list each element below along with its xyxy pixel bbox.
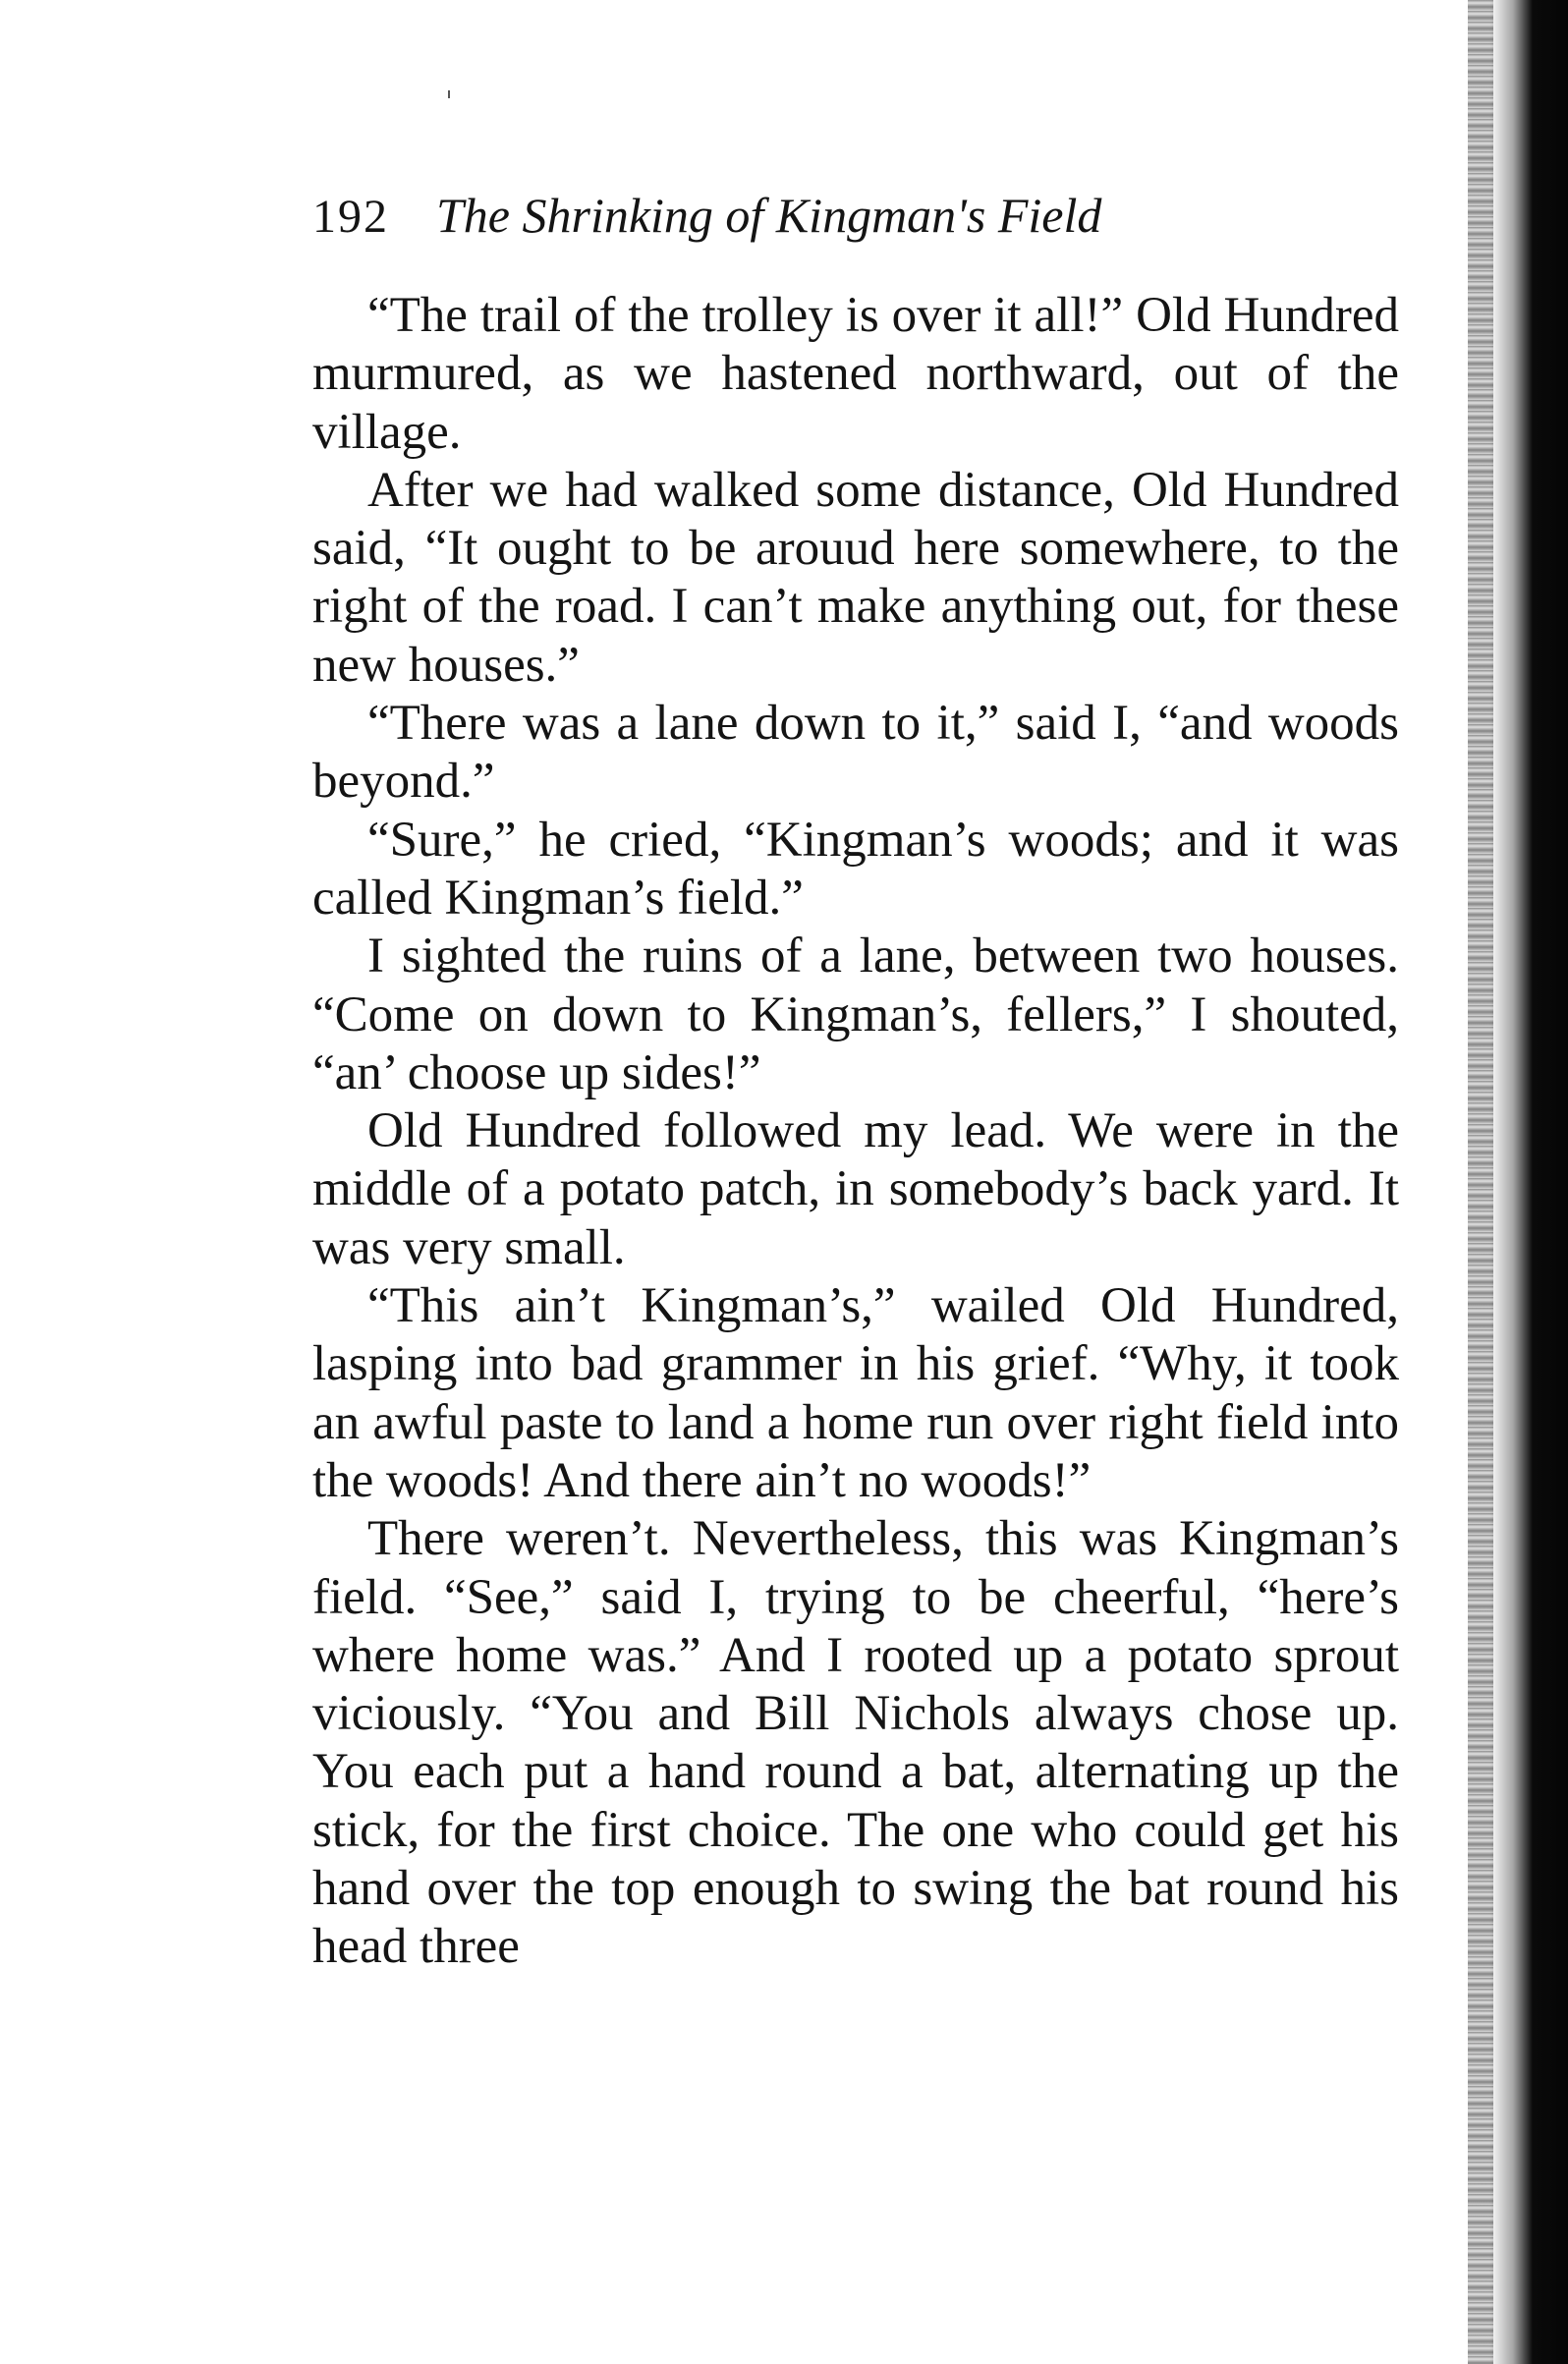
body-text [312, 287, 1399, 1977]
paragraph: I sighted the ruins of a lane, between two houses. “Come on down to Kingman’s, fellers,” I shouted, “an’ choose up sides!” [312, 929, 1399, 1100]
paragraph: “There was a lane down to it,” said I, “and woods beyond.” [312, 696, 1399, 810]
page-edge-shadow [1489, 0, 1568, 2364]
paragraph: Old Hundred followed my lead. We were in the middle of a potato patch, in somebody’s back yard. It was very small. [312, 1103, 1399, 1275]
paragraph: “The trail of the trolley is over it all!” Old Hundred murmured, as we hastened northward, out of the village. [312, 288, 1399, 460]
scan-speck [448, 90, 450, 98]
page-number: 192 [312, 191, 389, 243]
paragraph: After we had walked some distance, Old Hundred said, “It ought to be arouud here somewhere, to the right of the road. I can’t make anything out, for these new houses.” [312, 462, 1399, 693]
paragraph: There weren’t. Nevertheless, this was Kingman’s field. “See,” said I, trying to be cheerful, “here’s where home was.” And I rooted up a potato sprout viciously. “You and Bill Nichols always chose up. You each put a hand round a bat, alternating up the stick, for the first choice. The one who could get his hand over the top enough to swing the bat round his head three [312, 1511, 1399, 1975]
paragraph: “Sure,” he cried, “Kingman’s woods; and it was called Kingman’s field.” [312, 812, 1399, 926]
paragraph: “This ain’t Kingman’s,” wailed Old Hundred, lasping into bad grammer in his grief. “Why, it took an awful paste to land a home run over right field into the woods! And there ain’t no woods!” [312, 1278, 1399, 1508]
book-title: The Shrinking of Kingman's Field [436, 188, 1102, 243]
running-head [312, 187, 1393, 265]
